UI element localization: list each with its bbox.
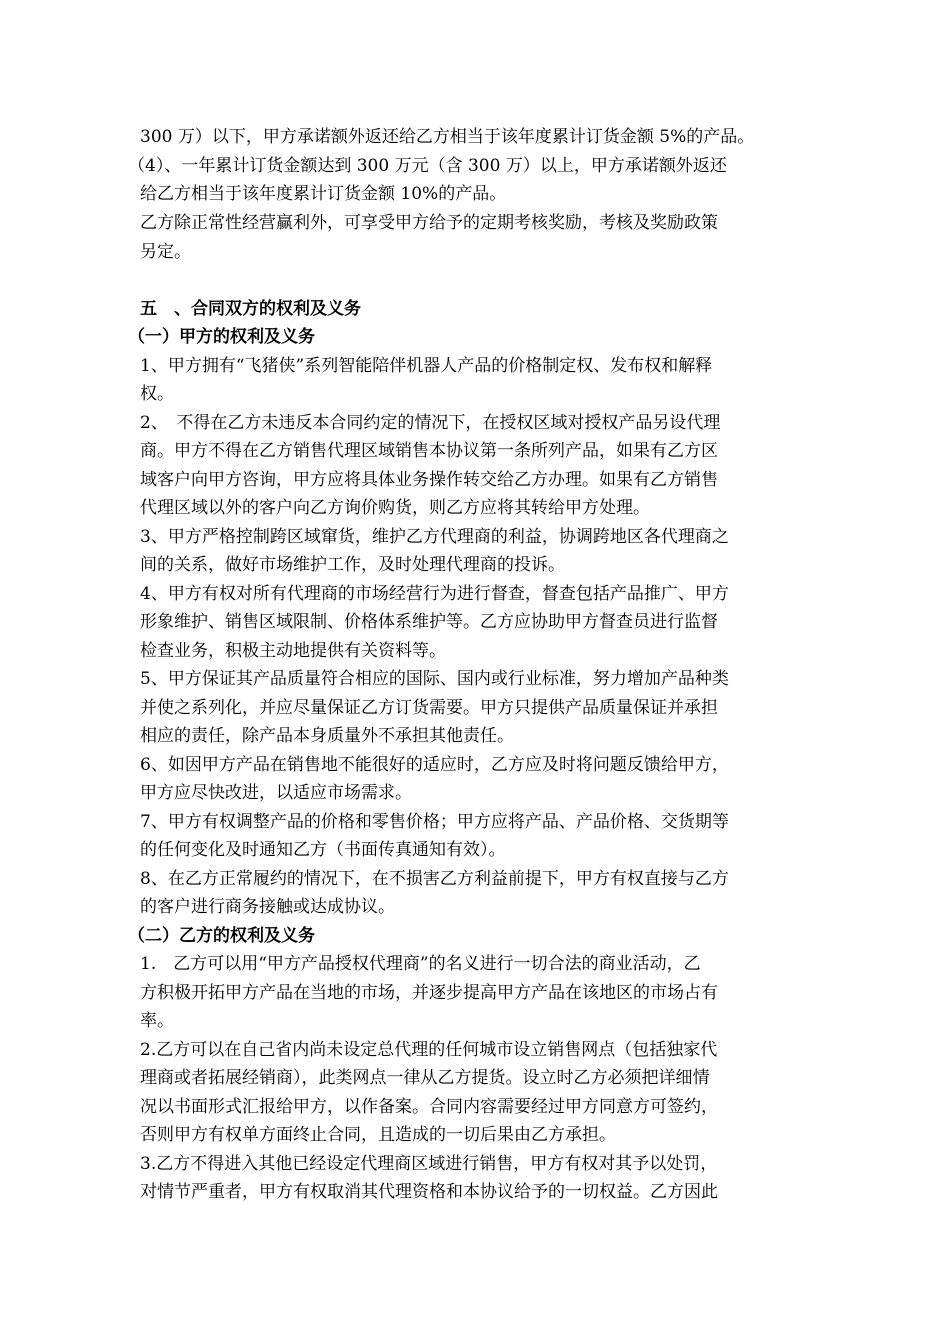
paragraph-line: 1. 乙方可以用“甲方产品授权代理商”的名义进行一切合法的商业活动，乙: [140, 954, 701, 974]
section-heading: 五 、合同双方的权利及义务: [140, 299, 361, 319]
paragraph-line: 300 万）以下，甲方承诺额外返还给乙方相当于该年度累计订货金额 5%的产品。: [140, 127, 755, 147]
paragraph-line: 的客户进行商务接触或达成协议。: [140, 897, 395, 917]
paragraph-line: 1、甲方拥有“飞猪侠”系列智能陪伴机器人产品的价格制定权、发布权和解释: [140, 356, 713, 376]
paragraph-line: 4、甲方有权对所有代理商的市场经营行为进行督查，督查包括产品推广、甲方: [140, 584, 729, 604]
paragraph-line: 权。: [140, 384, 174, 404]
paragraph-line: 3、甲方严格控制跨区域窜货，维护乙方代理商的利益，协调跨地区各代理商之: [140, 527, 729, 547]
subsection-heading: （一）甲方的权利及义务: [128, 327, 315, 347]
paragraph-line: 率。: [140, 1011, 174, 1031]
paragraph-line: 6、如因甲方产品在销售地不能很好的适应时，乙方应及时将问题反馈给甲方，: [140, 755, 729, 775]
paragraph-line: 方积极开拓甲方产品在当地的市场，并逐步提高甲方产品在该地区的市场占有: [140, 983, 718, 1003]
paragraph-line: 理商或者拓展经销商），此类网点一律从乙方提货。设立时乙方必须把详细情: [140, 1068, 710, 1088]
paragraph-line: 并使之系列化，并应尽量保证乙方订货需要。甲方只提供产品质量保证并承担: [140, 698, 718, 718]
subsection-heading: （二）乙方的权利及义务: [128, 926, 315, 946]
paragraph-line: 否则甲方有权单方面终止合同，且造成的一切后果由乙方承担。: [140, 1125, 616, 1145]
paragraph-line: 况以书面形式汇报给甲方，以作备案。合同内容需要经过甲方同意方可签约，: [140, 1097, 718, 1117]
paragraph-line: 2.乙方可以在自己省内尚未设定总代理的任何城市设立销售网点（包括独家代: [140, 1040, 718, 1060]
paragraph-line: 对情节严重者，甲方有权取消其代理资格和本协议给予的一切权益。乙方因此: [140, 1182, 718, 1202]
paragraph-line: 5、甲方保证其产品质量符合相应的国际、国内或行业标准，努力增加产品种类: [140, 669, 729, 689]
paragraph-line: 另定。: [140, 242, 191, 262]
paragraph-line: 8、在乙方正常履约的情况下，在不损害乙方利益前提下，甲方有权直接与乙方: [140, 869, 729, 889]
paragraph-line: 相应的责任，除产品本身质量外不承担其他责任。: [140, 726, 514, 746]
paragraph-line: 域客户向甲方咨询，甲方应将具体业务操作转交给乙方办理。如果有乙方销售: [140, 470, 718, 490]
paragraph-line: 乙方除正常性经营赢利外，可享受甲方给予的定期考核奖励，考核及奖励政策: [140, 213, 718, 233]
paragraph-line: 商。甲方不得在乙方销售代理区域销售本协议第一条所列产品，如果有乙方区: [140, 441, 718, 461]
paragraph-line: 形象维护、销售区域限制、价格体系维护等。乙方应协助甲方督查员进行监督: [140, 612, 718, 632]
paragraph-line: 给乙方相当于该年度累计订货金额 10%的产品。: [140, 184, 507, 204]
paragraph-line: 间的关系，做好市场维护工作，及时处理代理商的投诉。: [140, 555, 565, 575]
paragraph-line: 代理区域以外的客户向乙方询价购货，则乙方应将其转给甲方处理。: [140, 498, 650, 518]
paragraph-line: 检查业务，积极主动地提供有关资料等。: [140, 641, 446, 661]
paragraph-line: 7、甲方有权调整产品的价格和零售价格；甲方应将产品、产品价格、交货期等: [140, 812, 729, 832]
paragraph-line: （4）、一年累计订货金额达到 300 万元（含 300 万）以上，甲方承诺额外返还: [128, 156, 727, 176]
paragraph-line: 2、 不得在乙方未违反本合同约定的情况下，在授权区域对授权产品另设代理: [140, 413, 721, 433]
paragraph-line: 3.乙方不得进入其他已经设定代理商区域进行销售，甲方有权对其予以处罚，: [140, 1154, 718, 1174]
paragraph-line: 甲方应尽快改进，以适应市场需求。: [140, 783, 412, 803]
paragraph-line: 的任何变化及时通知乙方（书面传真通知有效）。: [140, 840, 506, 860]
